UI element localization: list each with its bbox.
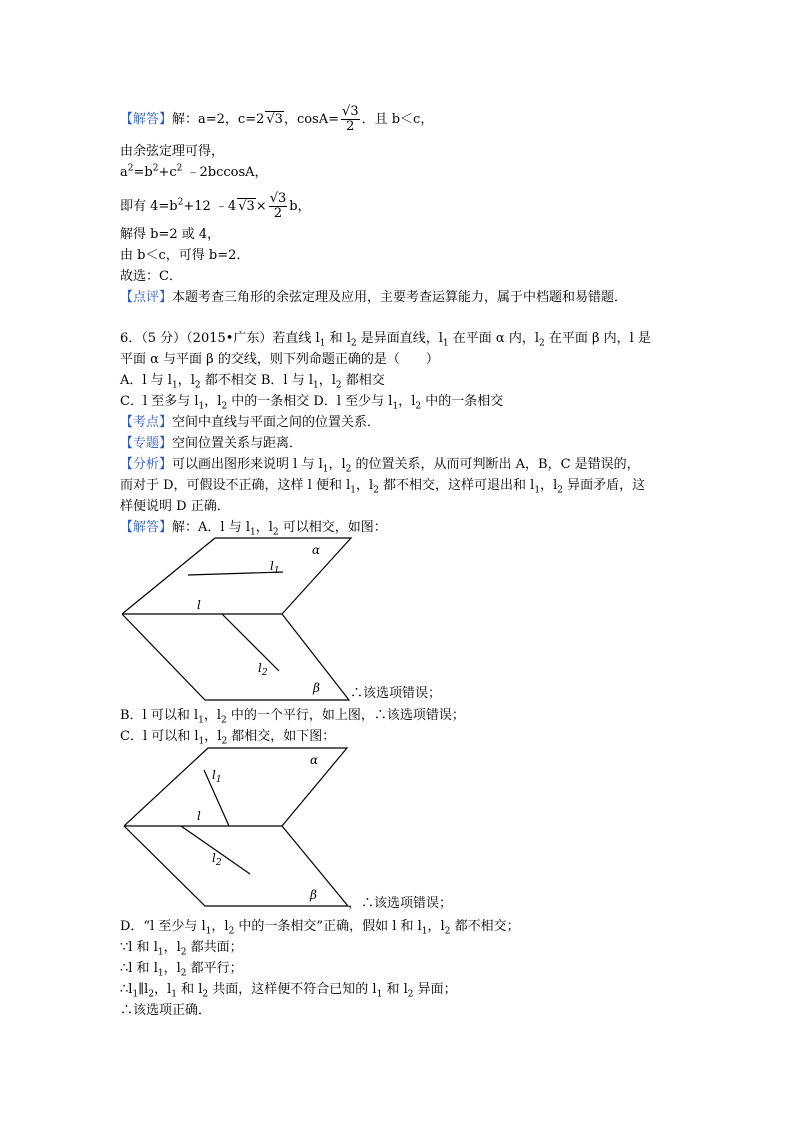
point-tag: 【考点】 <box>120 415 173 430</box>
topic-tag: 【专题】 <box>120 436 173 451</box>
q6-options-cd: C．l 至多与 $l_1$，$l_2$ 中的一条相交 D．l 至少与 $l_1$，$l_2$ 中的一条相交 <box>120 394 504 412</box>
sol5-line1: 【解答】解：a=2，c=2 √3，cosA= $\frac{√3}{2}$ ．且 b＜c， <box>120 104 434 134</box>
sol5-line3: $a^2=b^2+c^2$ ﹣2bccosA， <box>120 163 268 180</box>
q6-point: 【考点】空间中直线与平面之间的位置关系． <box>120 415 381 430</box>
q6-answer-d-line1: D．“l 至少与 $l_1$，$l_2$ 中的一条相交”正确，假如 l 和 $l_1$，$l_2$ 都不相交； <box>120 919 520 937</box>
line-l1 <box>204 770 229 826</box>
fig2-label-l2: $l_2$ <box>212 851 222 868</box>
fig1-note: ∴该选项错误； <box>350 686 442 701</box>
fig1-label-l: l <box>197 598 201 612</box>
sol5-comment: 【点评】本题考查三角形的余弦定理及应用，主要考查运算能力，属于中档题和易错题． <box>120 290 628 305</box>
fig2-label-l: l <box>197 809 201 823</box>
line-l2 <box>181 826 250 874</box>
sol5-line7: 故选：C． <box>120 269 182 284</box>
plane-beta-outline <box>124 826 348 906</box>
line-l1 <box>188 572 283 575</box>
fig1-label-alpha: α <box>312 543 321 557</box>
q6-stem-line2: 平面 α 与平面 β 的交线，则下列命题正确的是（ ） <box>120 352 439 367</box>
q6-analysis-line1: 【分析】可以画出图形来说明 l 与 $l_1$，$l_2$ 的位置关系，从而可判断出 A，B，C 是错误的， <box>120 457 640 475</box>
line-l2 <box>222 614 279 671</box>
fig1-label-l2: $l_2$ <box>258 661 268 678</box>
plane-alpha-outline <box>124 748 347 826</box>
answer-tag: 【解答】 <box>120 112 173 127</box>
fraction: $\frac{√3}{2}$ <box>342 104 359 134</box>
comment-tag: 【点评】 <box>120 290 173 305</box>
sol5-line6: 由 b＜c，可得 b=2． <box>120 248 250 263</box>
q6-analysis-line3: 样便说明 D 正确． <box>120 499 230 514</box>
q6-answer-d-line3: ∴l 和 $l_1$，$l_2$ 都平行； <box>120 961 243 979</box>
analysis-tag: 【分析】 <box>120 457 173 472</box>
q6-stem-line1: 6．（5 分）（2015•广东）若直线 $l_1$ 和 $l_2$ 是异面直线，$l_1$ 在平面 α 内，$l_2$ 在平面 β 内，l 是 <box>120 331 651 349</box>
fig2-label-beta: β <box>310 888 317 902</box>
fig2-note: ，∴该选项错误； <box>348 896 453 911</box>
sol5-line2: 由余弦定理可得， <box>120 144 225 159</box>
fig2-label-l1: $l_1$ <box>212 768 222 785</box>
q6-analysis-line2: 而对于 D，可假设不正确，这样 l 便和 $l_1$，$l_2$ 都不相交，这样可退出和 $l_1$，$l_2$ 异面矛盾，这 <box>120 478 646 496</box>
plane-alpha-outline <box>122 538 351 614</box>
plane-beta-outline <box>122 614 349 700</box>
q6-topic: 【专题】空间位置关系与距离． <box>120 436 303 451</box>
q6-answer-d-line2: ∵l 和 $l_1$，$l_2$ 都共面； <box>120 940 243 958</box>
answer-tag: 【解答】 <box>120 520 173 535</box>
fig1-label-l1: $l_1$ <box>270 559 280 576</box>
fig1-label-beta: β <box>313 681 320 695</box>
sol5-line4: 即有 $4=b^2+12$ ﹣4 √3× $\frac{√3}{2}$ b， <box>120 191 311 221</box>
q6-answer-d-line5: ∴该选项正确． <box>120 1003 212 1018</box>
sqrt-symbol: √3 <box>266 112 283 127</box>
fig2-label-alpha: α <box>310 753 319 767</box>
q6-answer-b: B．l 可以和 $l_1$，$l_2$ 中的一个平行，如上图，∴该选项错误； <box>120 708 465 726</box>
q6-options-ab: A．l 与 $l_1$，$l_2$ 都不相交 B．l 与 $l_1$，$l_2$ 都相交 <box>120 373 385 391</box>
q6-answer-c: C．l 可以和 $l_1$，$l_2$ 都相交，如下图： <box>120 729 336 747</box>
sol5-line5: 解得 b=2 或 4， <box>120 227 221 242</box>
q6-answer-a: 【解答】解：A．l 与 $l_1$，$l_2$ 可以相交，如图： <box>120 520 387 538</box>
q6-answer-d-line4: $\therefore l_1\parallel l_2$，$l_1$ 和 $l_2$ 共面，这样便不符合已知的 $l_1$ 和 $l_2$ 异面； <box>120 982 457 1000</box>
